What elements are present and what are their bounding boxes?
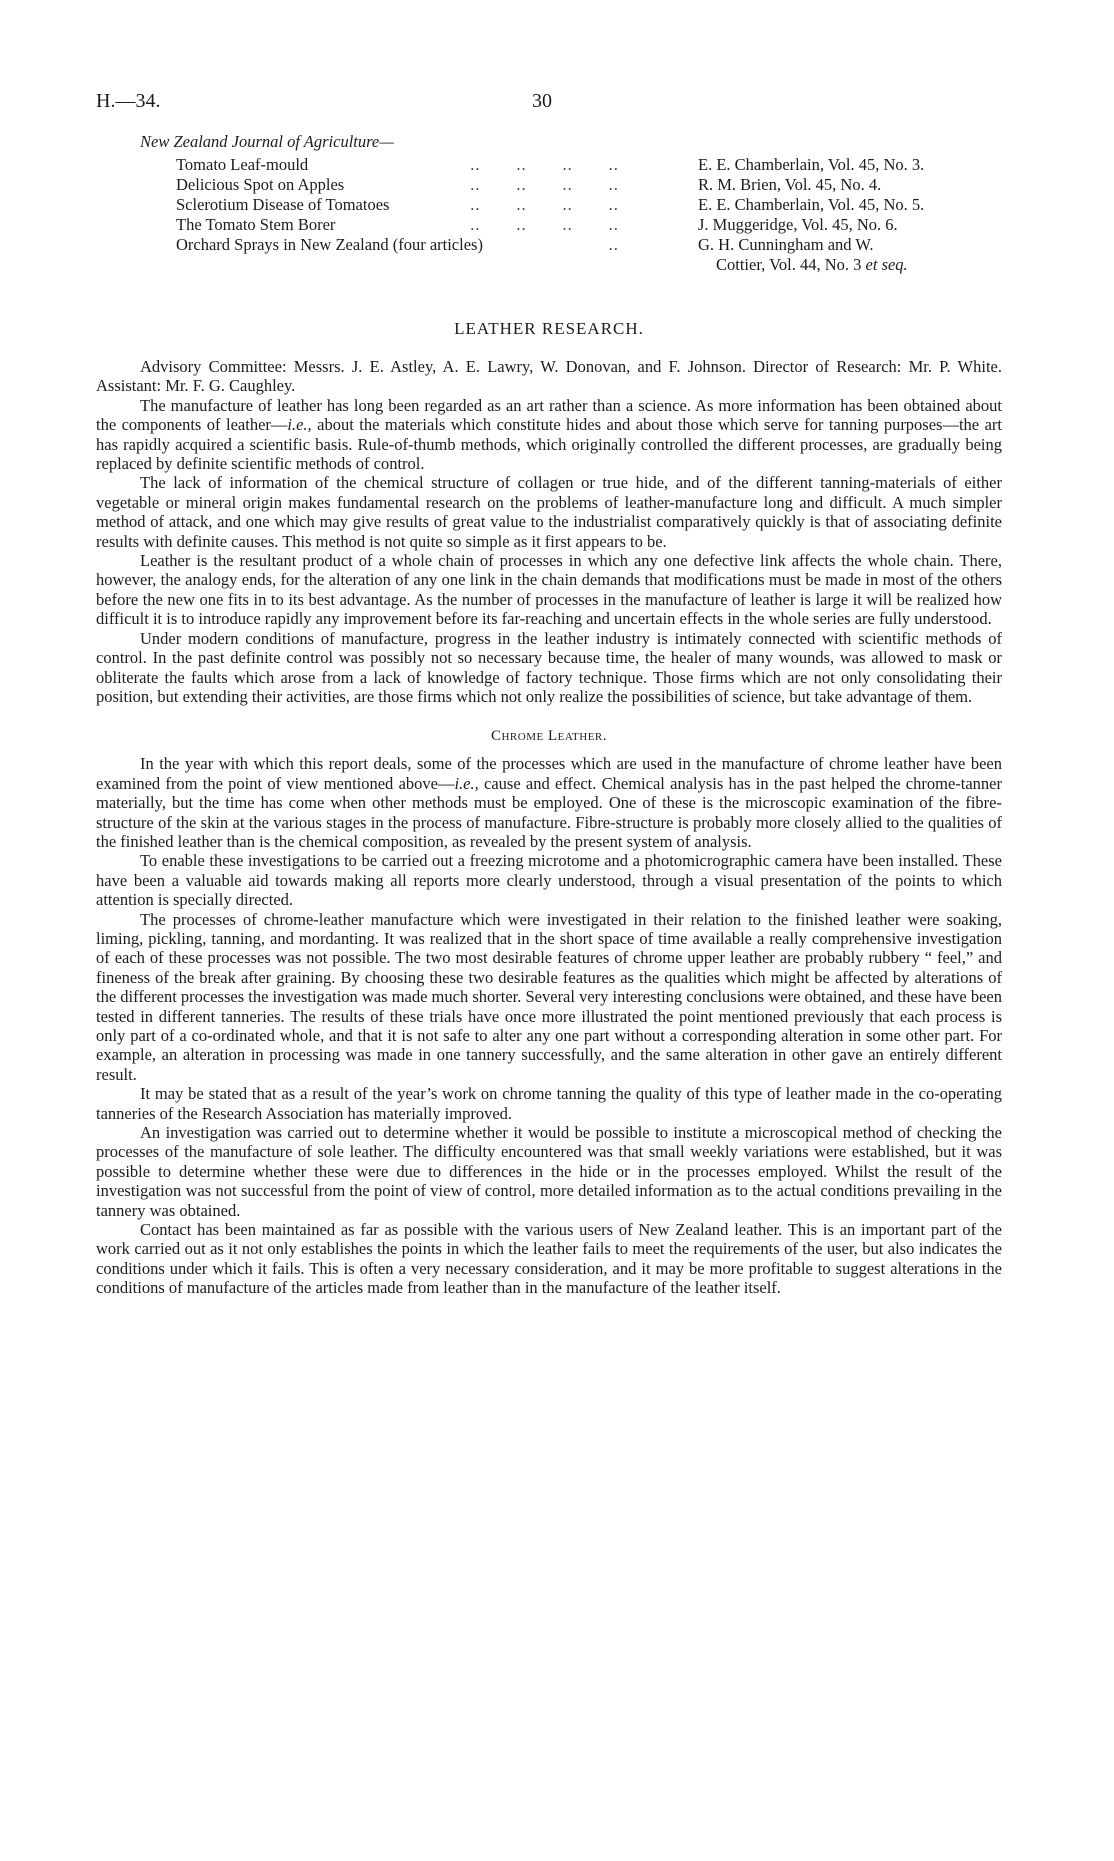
leader-dots: .. .. .. .. xyxy=(460,155,619,174)
journal-entry xyxy=(176,195,1002,215)
document-page xyxy=(96,90,1002,1298)
journal-entry xyxy=(176,155,1002,175)
article-author: R. M. Brien, Vol. 45, No. 4. xyxy=(698,175,882,194)
article-title: Sclerotium Disease of Tomatoes xyxy=(176,195,390,214)
section-heading-leather-research: LEATHER RESEARCH. xyxy=(454,319,644,338)
paragraph: Leather is the resultant product of a whole chain of processes in which any one defective link affects the whole chain. There, however, the analogy ends, for the alteration of any one link in the chain demands that modifications must be made in most of the others before the new one fits in to its best advantage. As the number of processes in the manufacture of leather is large it will be realized how difficult it is to introduce rapidly any improvement before its far-reaching and uncertain effects in the whole series are fully understood. xyxy=(96,551,1002,629)
paragraph: It may be stated that as a result of the year’s work on chrome tanning the quality of this type of leather made in the co-operating tanneries of the Research Association has materially improved. xyxy=(96,1084,1002,1123)
journal-entry xyxy=(176,175,1002,195)
article-title: The Tomato Stem Borer xyxy=(176,215,336,234)
paragraph: The processes of chrome-leather manufacture which were investigated in their relation to the finished leather were soaking, liming, pickling, tanning, and mordanting. It was realized that in the short space of time available a really comprehensive investigation of each of these processes was not possible. The two most desirable features of chrome upper leather are probably rubbery “ feel,” and fineness of the break after graining. By choosing these two desirable features as the qualities which might be affected by alterations of the different processes the investigation was made much shorter. Several very interesting conclusions were obtained, and these have been tested in different tanneries. The results of these trials have once more illustrated the point mentioned previously that each process is only part of a co-ordinated whole, and that it is not safe to alter any one part without a corresponding alteration in some other part. For example, an alteration in processing was made in one tannery successfully, and the same alteration in other gave an entirely different result. xyxy=(96,909,1002,1084)
journal-entry xyxy=(176,235,1002,275)
leader-dots: .. .. .. .. xyxy=(460,175,619,194)
paragraph: Contact has been maintained as far as possible with the various users of New Zealand leather. This is an important part of the work carried out as it not only establishes the points in which the leather fails to meet the requirements of the user, but also indicates the conditions under which it fails. This is often a very necessary consideration, and it may be more profitable to suggest alterations in the conditions of manufacture of the articles made from leather than in the manufacture of the leather itself. xyxy=(96,1220,1002,1298)
paragraph: Advisory Committee: Messrs. J. E. Astley, A. E. Lawry, W. Donovan, and F. Johnson. Director of Research: Mr. P. White. Assistant: Mr. F. G. Caughley. xyxy=(96,357,1002,396)
subsection-heading-chrome-leather: Chrome Leather. xyxy=(490,728,608,745)
article-author: E. E. Chamberlain, Vol. 45, No. 3. xyxy=(698,155,925,174)
page-header xyxy=(96,90,1002,120)
article-author: J. Muggeridge, Vol. 45, No. 6. xyxy=(698,215,898,234)
paragraph: Under modern conditions of manufacture, progress in the leather industry is intimately connected with scientific methods of control. In the past definite control was possibly not so necessary because time, the healer of many wounds, was allowed to mask or obliterate the faults which arose from a lack of knowledge of factory technique. Those firms which are not only consolidating their position, but extending their activities, are those firms which not only realize the possibilities of science, but take advantage of them. xyxy=(96,628,1002,706)
document-reference: H.—34. xyxy=(96,90,161,112)
article-author: E. E. Chamberlain, Vol. 45, No. 5. xyxy=(698,195,925,214)
article-title: Tomato Leaf-mould xyxy=(176,155,309,174)
journal-title: New Zealand Journal of Agriculture— xyxy=(140,132,394,151)
journal-entry xyxy=(176,215,1002,235)
chrome-leather-body xyxy=(96,754,1002,1297)
paragraph: The lack of information of the chemical structure of collagen or true hide, and of the different tanning-materials of either vegetable or mineral origin makes fundamental research on the problems of leather-manufacture long and difficult. A much simpler method of attack, and one which may give results of great value to the industrialist comparatively quickly is that of associating definite results with definite causes. This method is not quite so simple as it first appears to be. xyxy=(96,473,1002,551)
journal-references xyxy=(96,132,1002,275)
article-title: Orchard Sprays in New Zealand (four articles) xyxy=(176,235,483,254)
article-title: Delicious Spot on Apples xyxy=(176,175,345,194)
article-author-continued: Cottier, Vol. 44, No. 3 et seq. xyxy=(716,255,908,274)
leader-dots: .. .. .. .. xyxy=(460,215,619,234)
paragraph: An investigation was carried out to determine whether it would be possible to institute a microscopical method of checking the processes of the manufacture of sole leather. The difficulty encountered was that small weekly variations were established, but it was possible to determine whether these were due to differences in the hide or in the processes employed. Whilst the result of the investigation was not successful from the point of view of control, more detailed information as to the actual conditions prevailing in the tannery was obtained. xyxy=(96,1123,1002,1220)
paragraph: In the year with which this report deals, some of the processes which are used in the manufacture of chrome leather have been examined from the point of view mentioned above—i.e., cause and effect. Chemical analysis has in the past helped the chrome-tanner materially, but the time has come when other methods must be employed. One of these is the microscopic examination of the fibre-structure of the skin at the various stages in the process of manufacture. Fibre-structure is probably more closely allied to the qualities of the finished leather than is the chemical composition, as revealed by the present system of analysis. xyxy=(96,754,1002,851)
paragraph: The manufacture of leather has long been regarded as an art rather than a science. As more information has been obtained about the components of leather—i.e., about the materials which constitute hides and about those which serve for tanning purposes—the art has rapidly acquired a scientific basis. Rule-of-thumb methods, which originally controlled the different processes, are gradually being replaced by definite scientific methods of control. xyxy=(96,395,1002,474)
leader-dots: .. xyxy=(460,235,619,254)
leader-dots: .. .. .. .. xyxy=(460,195,619,214)
article-author: G. H. Cunningham and W. xyxy=(698,235,874,254)
page-number: 30 xyxy=(532,90,552,112)
paragraph: To enable these investigations to be carried out a freezing microtome and a photomicrographic camera have been installed. These have been a valuable aid towards making all reports more clearly understood, through a visual presentation of the points to which attention is specially directed. xyxy=(96,851,1002,910)
leather-research-body xyxy=(96,357,1002,706)
